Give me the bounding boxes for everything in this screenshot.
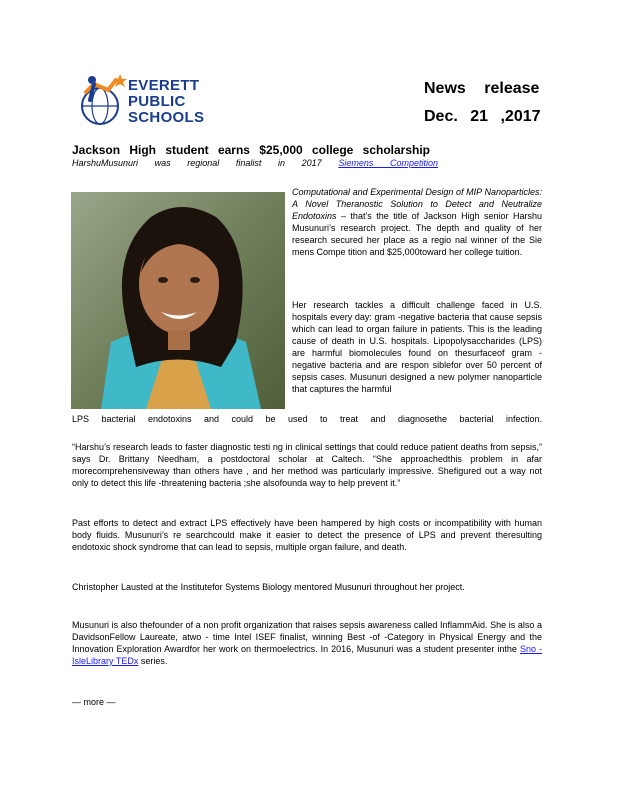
intro-text: – that’s the title of Jackson High senior Harshu Musunuri’s research project. The depth and quality of her research secured her place as a regio nal winner of the Sie mens Compe tition and $25,000toward her college tuition.	[292, 211, 542, 257]
headline: Jackson High student earns $25,000 college scholarship	[72, 143, 430, 157]
research-paragraph: Her research tackles a difficult challenge faced in U.S. hospitals every day: gram -negative bacteria that cause sepsis which can lead to organ failure in patients. This is the leading cause of death in U.S. hospitals. Lipopolysaccharides (LPS) are harmful biomolecules found on thesurfaceof gram - negative bacteria and are respon siblefor over 50 percent of sepsis cases. Musunuri designed a new polymer nanoparticle that captures the harmful	[292, 300, 542, 394]
project-title: Computational and Experimental Design of MIP Nanoparticles: A Novel Theranostic Solution to Detect and Neutralize Endotoxins	[292, 187, 542, 221]
logo-wordmark: EVERETT PUBLIC SCHOOLS	[128, 77, 205, 126]
more-indicator: — more —	[72, 697, 116, 707]
intro-paragraph	[292, 186, 542, 258]
doc-type-label: News release	[424, 80, 540, 97]
globe-figure-icon	[78, 70, 130, 132]
founder-text: Musunuri is also thefounder of a non profit organization that raises sepsis awareness called InflammAid. She is also a DavidsonFellow Laureate, atwo - time Intel ISEF finalist, winning Best -of -Category in Physical Energy and the Innovation Exploration Awardfor her work on thermoelectrics. In 2016, Musunuri was a student presenter inthe	[72, 620, 542, 654]
release-date: Dec. 21 ,2017	[424, 108, 541, 125]
efforts-paragraph: Past efforts to detect and extract LPS effectively have been hampered by high costs or incompatibility with human body fluids. Musunuri’s re searchcould make it easier to detect the presence of LPS and prevent theresulting endotoxic shock syndrome that can lead to sepsis, multiple organ failure, and death.	[72, 518, 542, 552]
quote-paragraph: “Harshu’s research leads to faster diagnostic testi ng in clinical settings that could reduce patient deaths from sepsis,” says Dr. Brittany Needham, a postdoctoral scholar at Caltech. “She approachedthis problem in afar morecomprehensiveway than others have , and her method was particularly impressive. Shefigured out a way not only to detect this life -threatening bacteria ;she alsofounda way to help prevent it.”	[72, 442, 542, 488]
mentor-paragraph: Christopher Lausted at the Institutefor Systems Biology mentored Musunuri throughout her project.	[72, 582, 465, 592]
subhead	[72, 158, 438, 168]
siemens-link[interactable]: Siemens Competition	[338, 158, 438, 168]
tedx-link[interactable]: Sno -IsleLibrary TEDx	[72, 644, 543, 666]
founder-suffix: series.	[138, 656, 168, 666]
research-paragraph-end: LPS bacterial endotoxins and could be used to treat and diagnosethe bacterial infection.	[72, 414, 542, 424]
subhead-text: HarshuMusunuri was regional finalist in 2017	[72, 158, 322, 168]
district-logo	[78, 70, 208, 132]
student-photo	[71, 192, 285, 409]
founder-paragraph	[72, 619, 542, 667]
